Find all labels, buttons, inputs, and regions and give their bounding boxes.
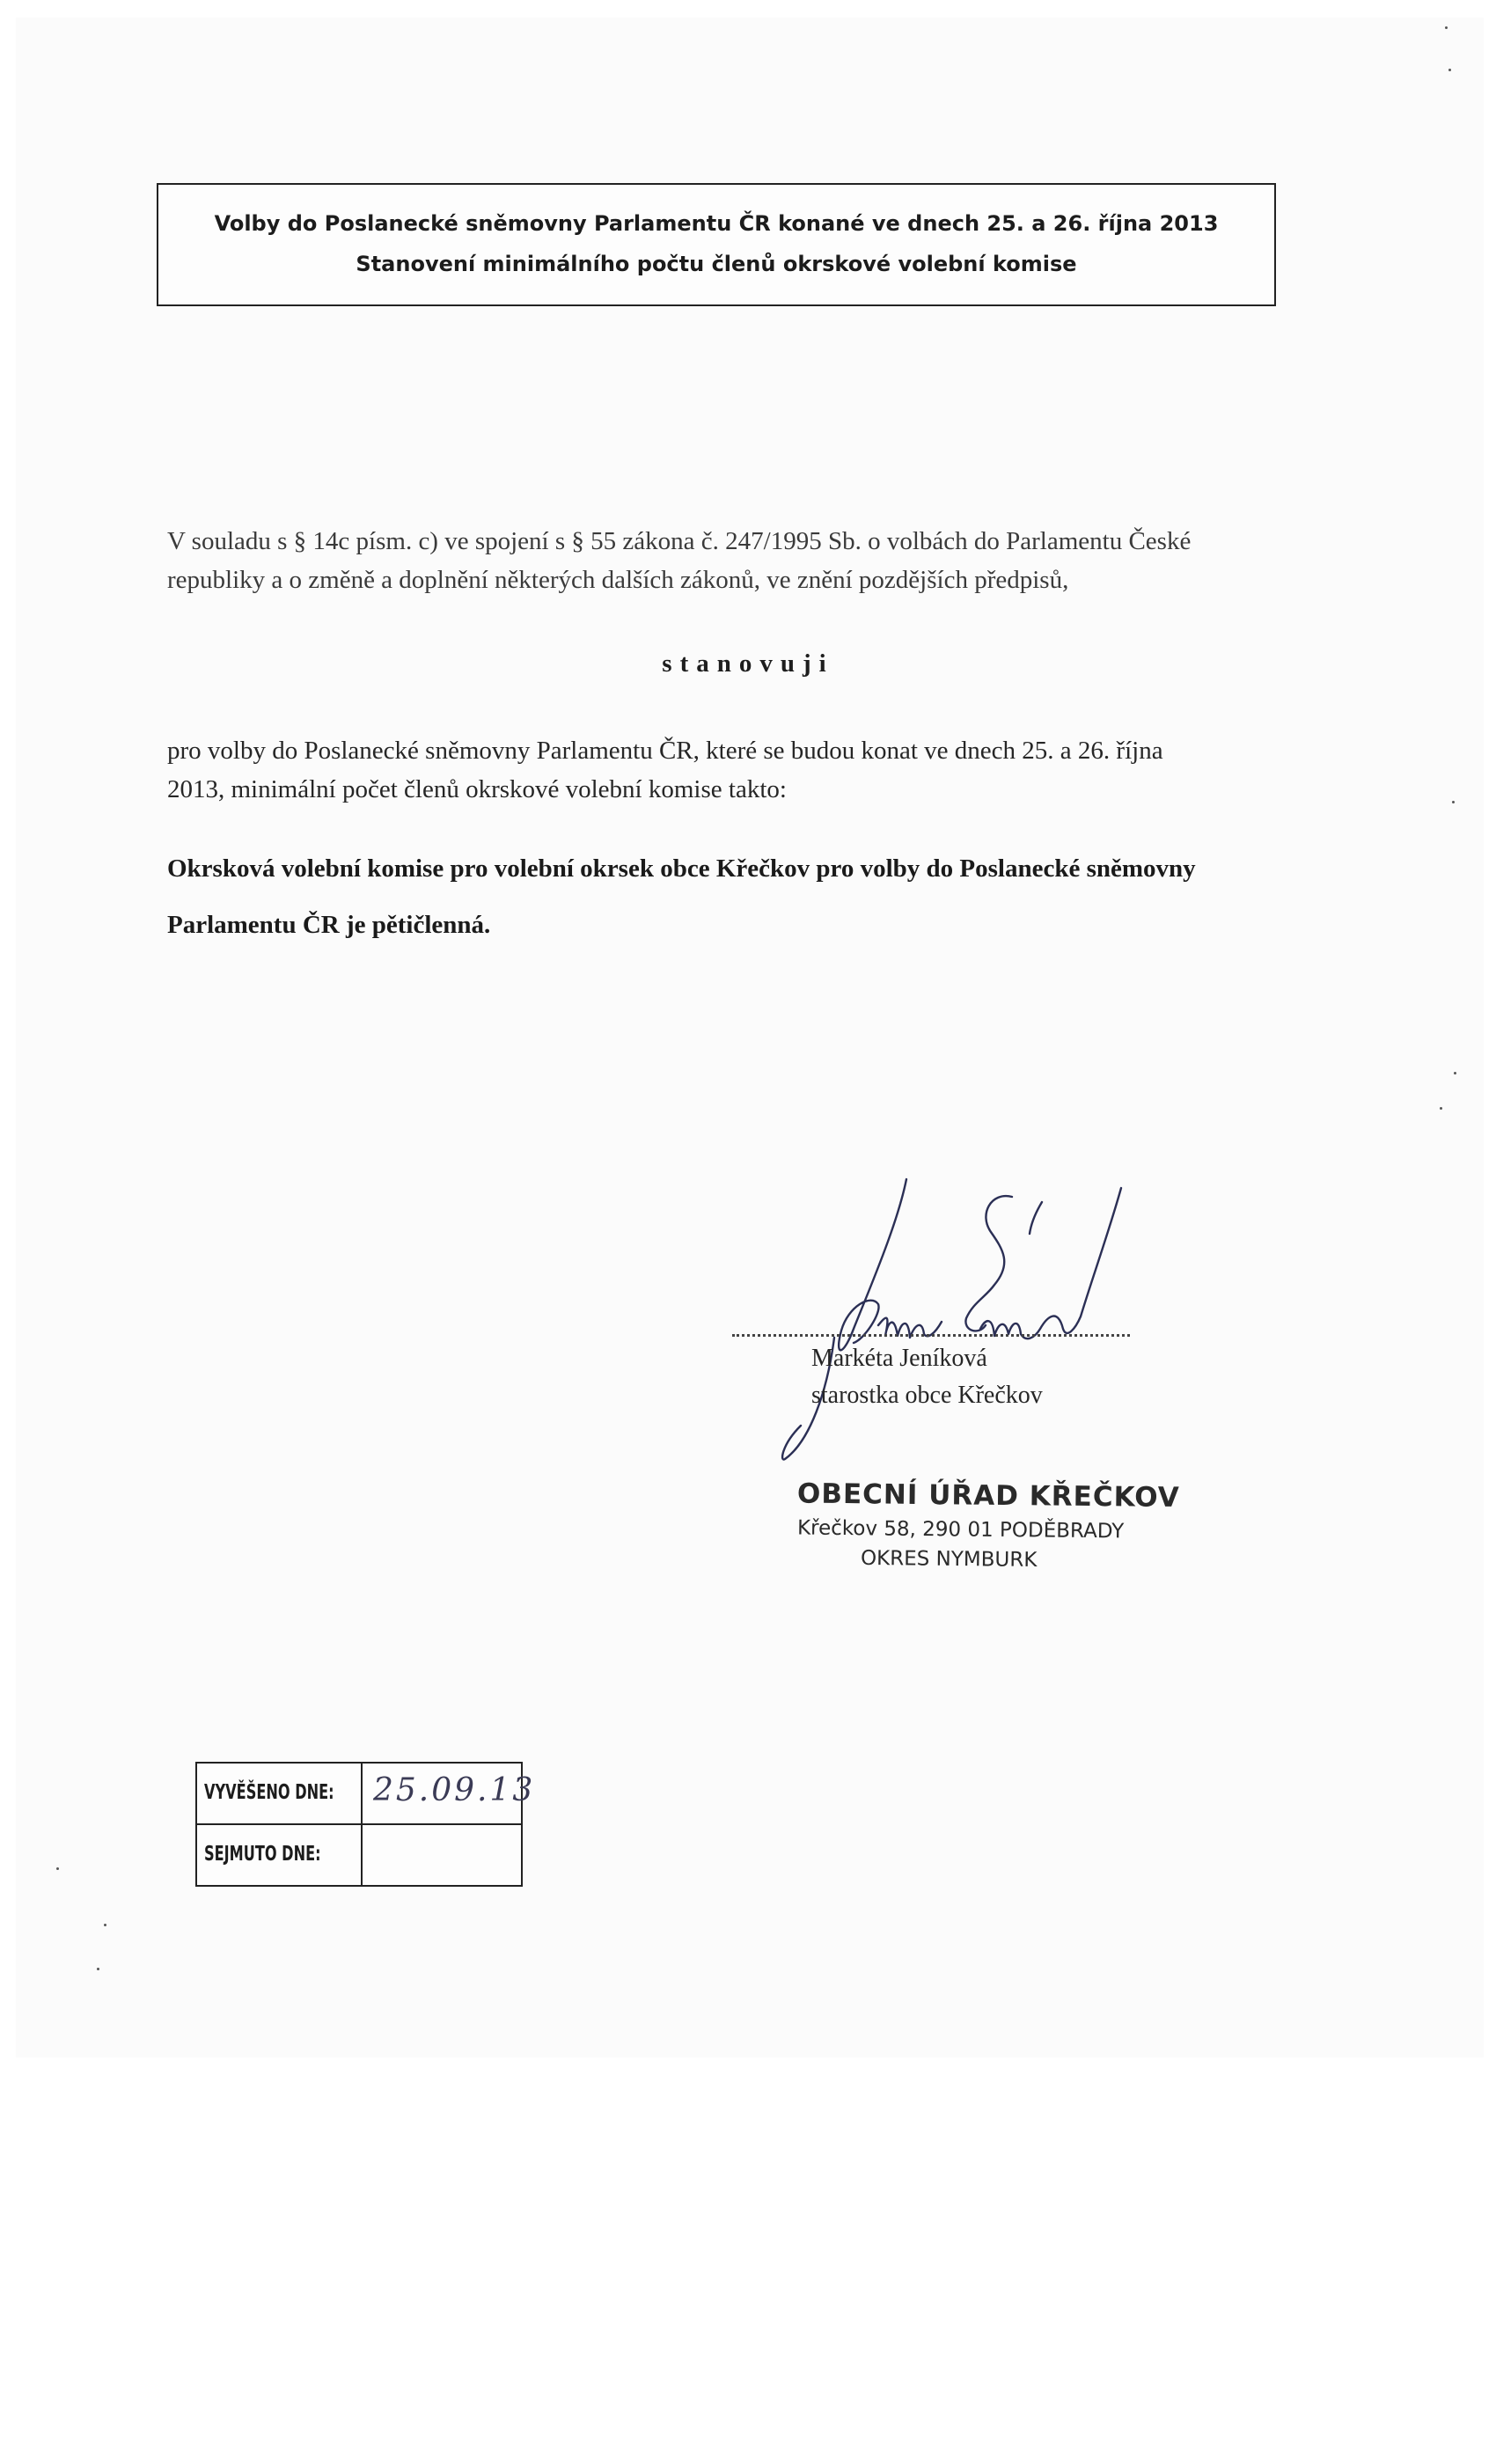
stamp-district: OKRES NYMBURK [860,1546,1038,1572]
handwritten-signature [730,1162,1153,1461]
stamp-address: Křečkov 58, 290 01 PODĚBRADY [796,1516,1125,1544]
office-stamp [757,1480,1214,1572]
scanned-page [16,18,1484,2057]
posted-date-handwritten: 25.09.13 [373,1772,536,1808]
header-subtitle: Stanovení minimálního počtu členů okrskové volební komise [356,252,1077,276]
scan-speck [56,1867,59,1870]
scope-line: 2013, minimální počet členů okrskové volební komise takto: [167,774,787,803]
scope-paragraph [167,732,1285,809]
posting-divider [361,1825,363,1885]
posted-row [197,1764,536,1825]
posting-record-box [195,1762,536,1887]
intro-line: V souladu s § 14c písm. c) ve spojení s § 55 zákona č. 247/1995 Sb. o volbách do Parlamentu České [167,527,1192,555]
intro-line: republiky a o změně a doplnění některých dalších zákonů, ve znění pozdějších předpisů, [167,565,1069,594]
signer-title: starostka obce Křečkov [811,1382,1043,1409]
document-header-box [157,183,1276,306]
signer-name: Markéta Jeníková [811,1345,987,1372]
scan-speck [1454,1072,1456,1074]
resolution-paragraph [167,841,1285,954]
intro-paragraph [167,523,1285,599]
posted-label: VYVĚŠENO DNE: [204,1781,334,1804]
scan-speck [1445,26,1448,29]
resolution-line: Okrsková volební komise pro volební okrsek obce Křečkov pro volby do Poslanecké sněmovny [167,854,1196,883]
scan-speck [1440,1107,1442,1110]
stamp-title: OBECNÍ ÚŘAD KŘEČKOV [796,1478,1180,1514]
removed-label: SEJMUTO DNE: [204,1843,321,1866]
removed-row [197,1825,521,1885]
scan-speck [104,1924,106,1926]
signature-scribble [730,1162,1153,1461]
scan-speck [1448,69,1451,71]
posting-divider [361,1764,363,1823]
signature-line [732,1334,1130,1337]
scan-speck [1452,801,1455,803]
scan-speck [97,1968,99,1970]
scope-line: pro volby do Poslanecké sněmovny Parlamentu ČR, které se budou konat ve dnech 25. a 26. října [167,737,1163,765]
decision-word: stanovuji [662,649,834,678]
header-title: Volby do Poslanecké sněmovny Parlamentu ČR konané ve dnech 25. a 26. října 2013 [214,211,1219,236]
resolution-line: Parlamentu ČR je pětičlenná. [167,910,491,939]
